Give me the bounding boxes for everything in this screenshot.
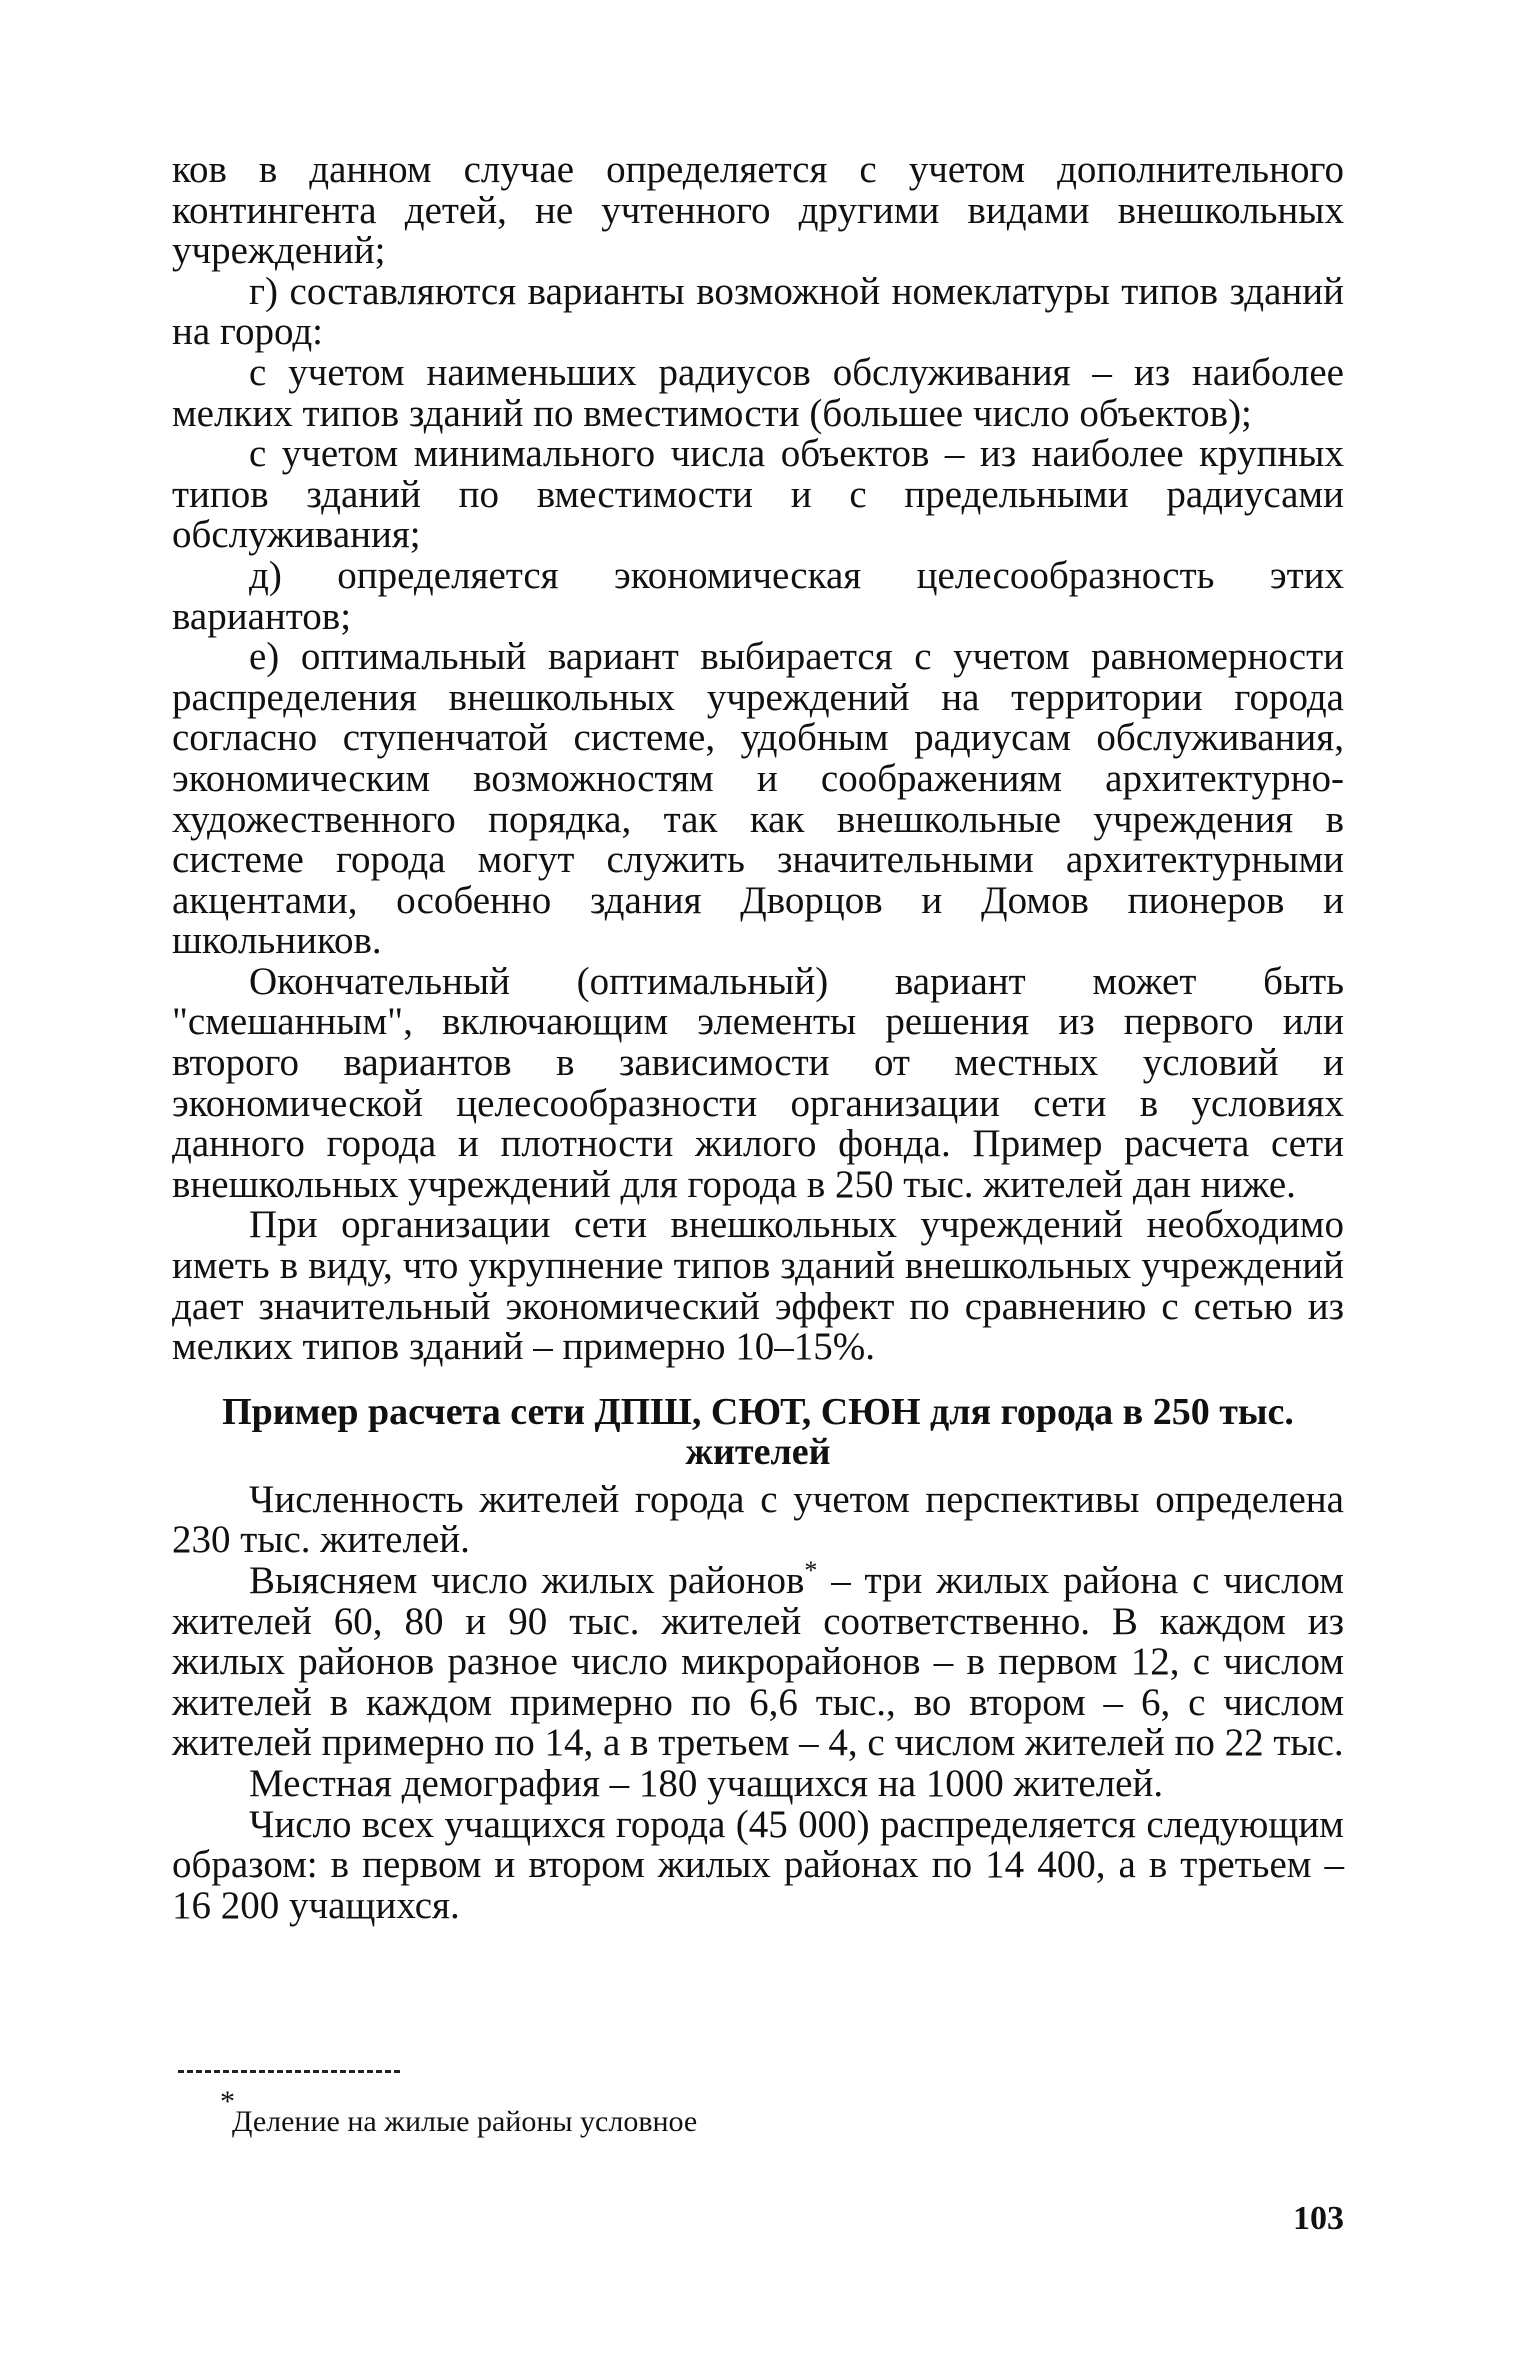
paragraph: д) определяется экономическая целесообразность этих вариантов; [172, 553, 1344, 638]
paragraph: Число всех учащихся города (45 000) распределяется следующим образом: в первом и втором жилых районах по 14 400, а в третьем – 16 200 учащихся. [172, 1802, 1344, 1927]
page-number: 103 [1293, 2200, 1344, 2237]
paragraph: ков в данном случае определяется с учетом дополнительного контингента детей, не учтенного другими видами внешкольных учреждений; [172, 148, 1344, 273]
paragraph: е) оптимальный вариант выбирается с учетом равномерности распределения внешкольных учреждений на территории города согласно ступенчатой системе, удобным радиусам обслуживания, экономическим возможностям и соображениям архитектурно-художественного порядка, так как внешкольные учреждения в системе города могут служить значительными архитектурными акцентами, особенно здания Дворцов и Домов пионеров и школьников. [172, 635, 1344, 963]
paragraph: Местная демография – 180 учащихся на 1000 жителей. [249, 1761, 1164, 1805]
footnote [220, 2085, 698, 2138]
paragraph: с учетом наименьших радиусов обслуживания – из наиболее мелких типов зданий по вместимости (большее число объектов); [172, 350, 1344, 435]
page-body [172, 150, 1344, 1926]
paragraph-text: – три жилых района с числом жителей 60, 80 и 90 тыс. жителей соответственно. В каждом из жилых районов разное число микрорайонов – в первом 12, с числом жителей в каждом примерно по 6,6 тыс., во втором – 6, с числом жителей примерно по 14, а в третьем – 4, с числом жителей по 22 тыс. [172, 1559, 1344, 1765]
footnote-reference: * [804, 1556, 818, 1585]
footnote-marker: * [220, 2085, 235, 2118]
footnote-text: Деление на жилые районы условное [232, 2105, 698, 2138]
footnote-divider [178, 2070, 400, 2073]
paragraph: При организации сети внешкольных учреждений необходимо иметь в виду, что укрупнение типов зданий внешкольных учреждений дает значительный экономический эффект по сравнению с сетью из мелких типов зданий – примерно 10–15%. [172, 1203, 1344, 1369]
paragraph-text: Выясняем число жилых районов [249, 1559, 805, 1602]
paragraph: Окончательный (оптимальный) вариант может быть "смешанным", включающим элементы решения из первого или второго вариантов в зависимости от местных условий и экономической целесообразности организации сети в условиях данного города и плотности жилого фонда. Пример расчета сети внешкольных учреждений для города в 250 тыс. жителей дан ниже. [172, 959, 1344, 1206]
paragraph: г) составляются варианты возможной номеклатуры типов зданий на город: [172, 269, 1344, 354]
section-heading: Пример расчета сети ДПШ, СЮТ, СЮН для города в 250 тыс. жителей [222, 1390, 1294, 1473]
paragraph: с учетом минимального числа объектов – из наиболее крупных типов зданий по вместимости и с предельными радиусами обслуживания; [172, 432, 1344, 557]
paragraph [172, 1556, 1344, 1765]
paragraph: Численность жителей города с учетом перспективы определена 230 тыс. жителей. [172, 1477, 1344, 1562]
